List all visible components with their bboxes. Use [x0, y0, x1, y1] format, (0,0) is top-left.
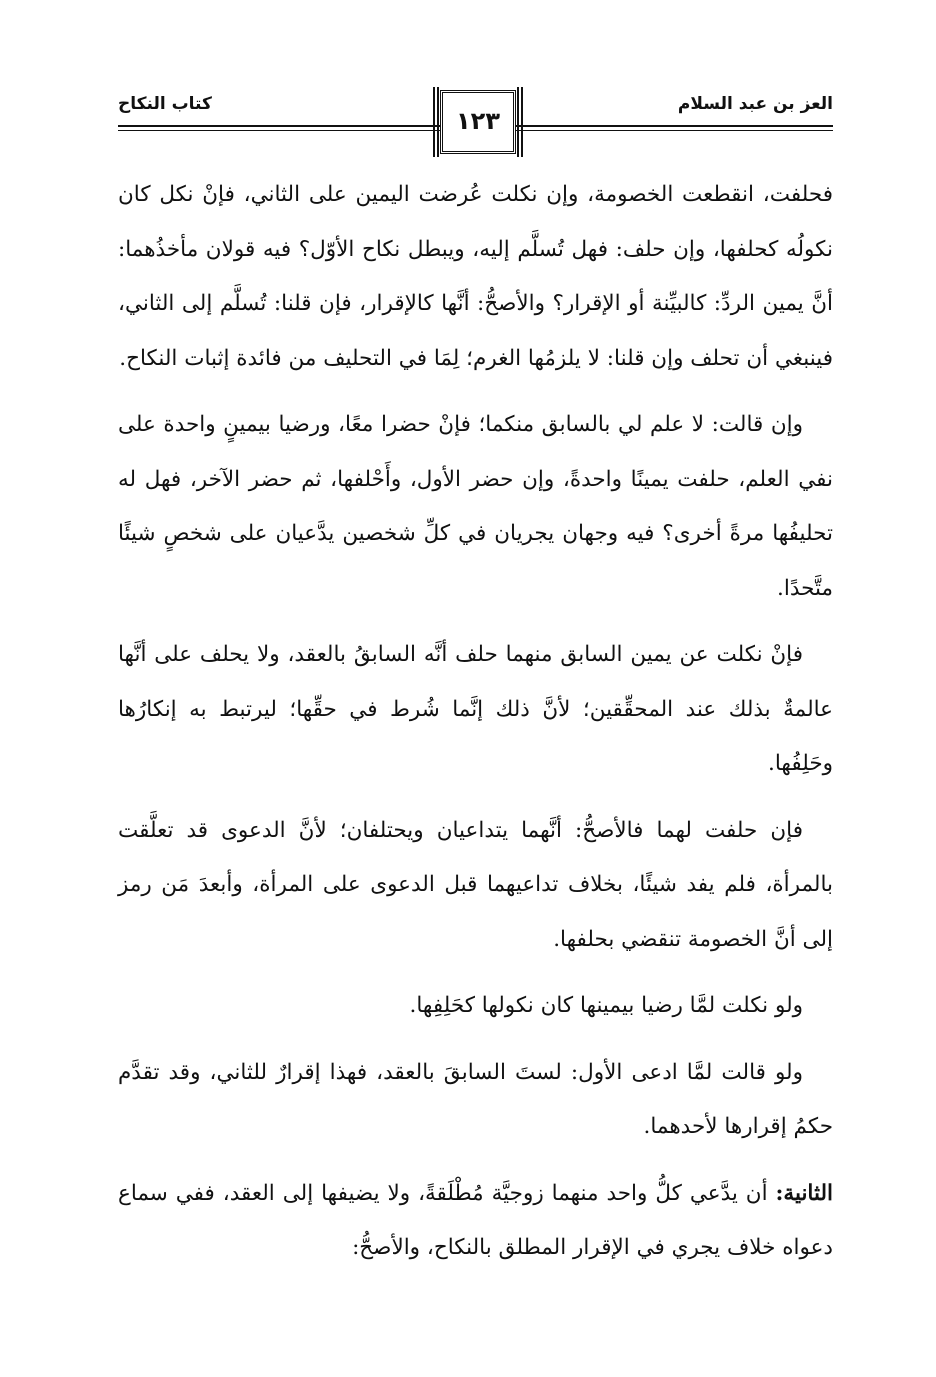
section-lead: الثانية: — [775, 1180, 833, 1206]
page-header — [118, 88, 833, 158]
paragraph-7-text: أن يدَّعي كلُّ واحد منهما زوجيَّة مُطْلَقةً، ولا يضيفها إلى العقد، ففي سماع دعواه خلاف يجري في الإقرار المطلق بالنكاح، والأصحُّ: — [118, 1180, 833, 1260]
paragraph-4: فإن حلفت لهما فالأصحُّ: أنَّهما يتداعيان ويحتلفان؛ لأنَّ الدعوى قد تعلَّقت بالمرأة، فلم يفد شيئًا، بخلاف تداعيهما قبل الدعوى على المرأة، وأبعدَ مَن رمز إلى أنَّ الخصومة تنقضي بحلفها. — [118, 817, 833, 952]
author-running-head: العز بن عبد السلام — [677, 94, 833, 114]
header-rule-left-thin — [118, 130, 440, 131]
chapter-running-head: كتاب النكاح — [118, 94, 212, 114]
paragraph-2: وإن قالت: لا علم لي بالسابق منكما؛ فإنْ حضرا معًا، ورضيا بيمينٍ واحدة على نفي العلم، حلفت يمينًا واحدةً، وإن حضر الأول، وأَحْلفها، ثم حضر الآخر، فهل له تحليفُها مرةً أخرى؟ فيه وجهان يجريان في كلِّ شخصين يدَّعيان على شخصٍ شيئًا متَّحدًا. — [118, 412, 833, 601]
paragraph-5: ولو نكلت لمَّا رضيا بيمينها كان نكولها كحَلِفِها. — [409, 993, 803, 1018]
body-text — [118, 168, 833, 1288]
paragraph-7 — [118, 1167, 833, 1276]
page-number: ١٢٣ — [456, 107, 500, 135]
paragraph-3: فإنْ نكلت عن يمين السابق منهما حلف أنَّه السابقُ بالعقد، ولا يحلف على أنَّها عالمةٌ بذلك عند المحقِّقين؛ لأنَّ ذلك إنَّما شُرط في حقِّها؛ ليرتبط به إنكارُها وحَلِفُها. — [118, 642, 833, 776]
paragraph-1: فحلفت، انقطعت الخصومة، وإن نكلت عُرضت اليمين على الثاني، فإنْ نكل كان نكولُه كحلفها، وإن حلف: فهل تُسلَّم إليه، ويبطل نكاح الأوّل؟ فيه قولان مأخذُهما: أنَّ يمين الردِّ: كالبيِّنة أو الإقرار؟ والأصحُّ: أنَّها كالإقرار، فإن قلنا: تُسلَّم إلى الثاني، فينبغي أن تحلف وإن قلنا: لا يلزمُها الغرم؛ لِمَا في التحليف من فائدة إثبات النكاح. — [118, 182, 833, 371]
header-rule-right — [511, 125, 833, 127]
paragraph-6: ولو قالت لمَّا ادعى الأول: لستَ السابقَ بالعقد، فهذا إقرارٌ للثاني، وقد تقدَّم حكمُ إقرارها لأحدهما. — [118, 1059, 833, 1139]
header-rule-left — [118, 125, 440, 127]
page-number-frame — [440, 90, 516, 154]
header-rule-right-thin — [511, 130, 833, 131]
